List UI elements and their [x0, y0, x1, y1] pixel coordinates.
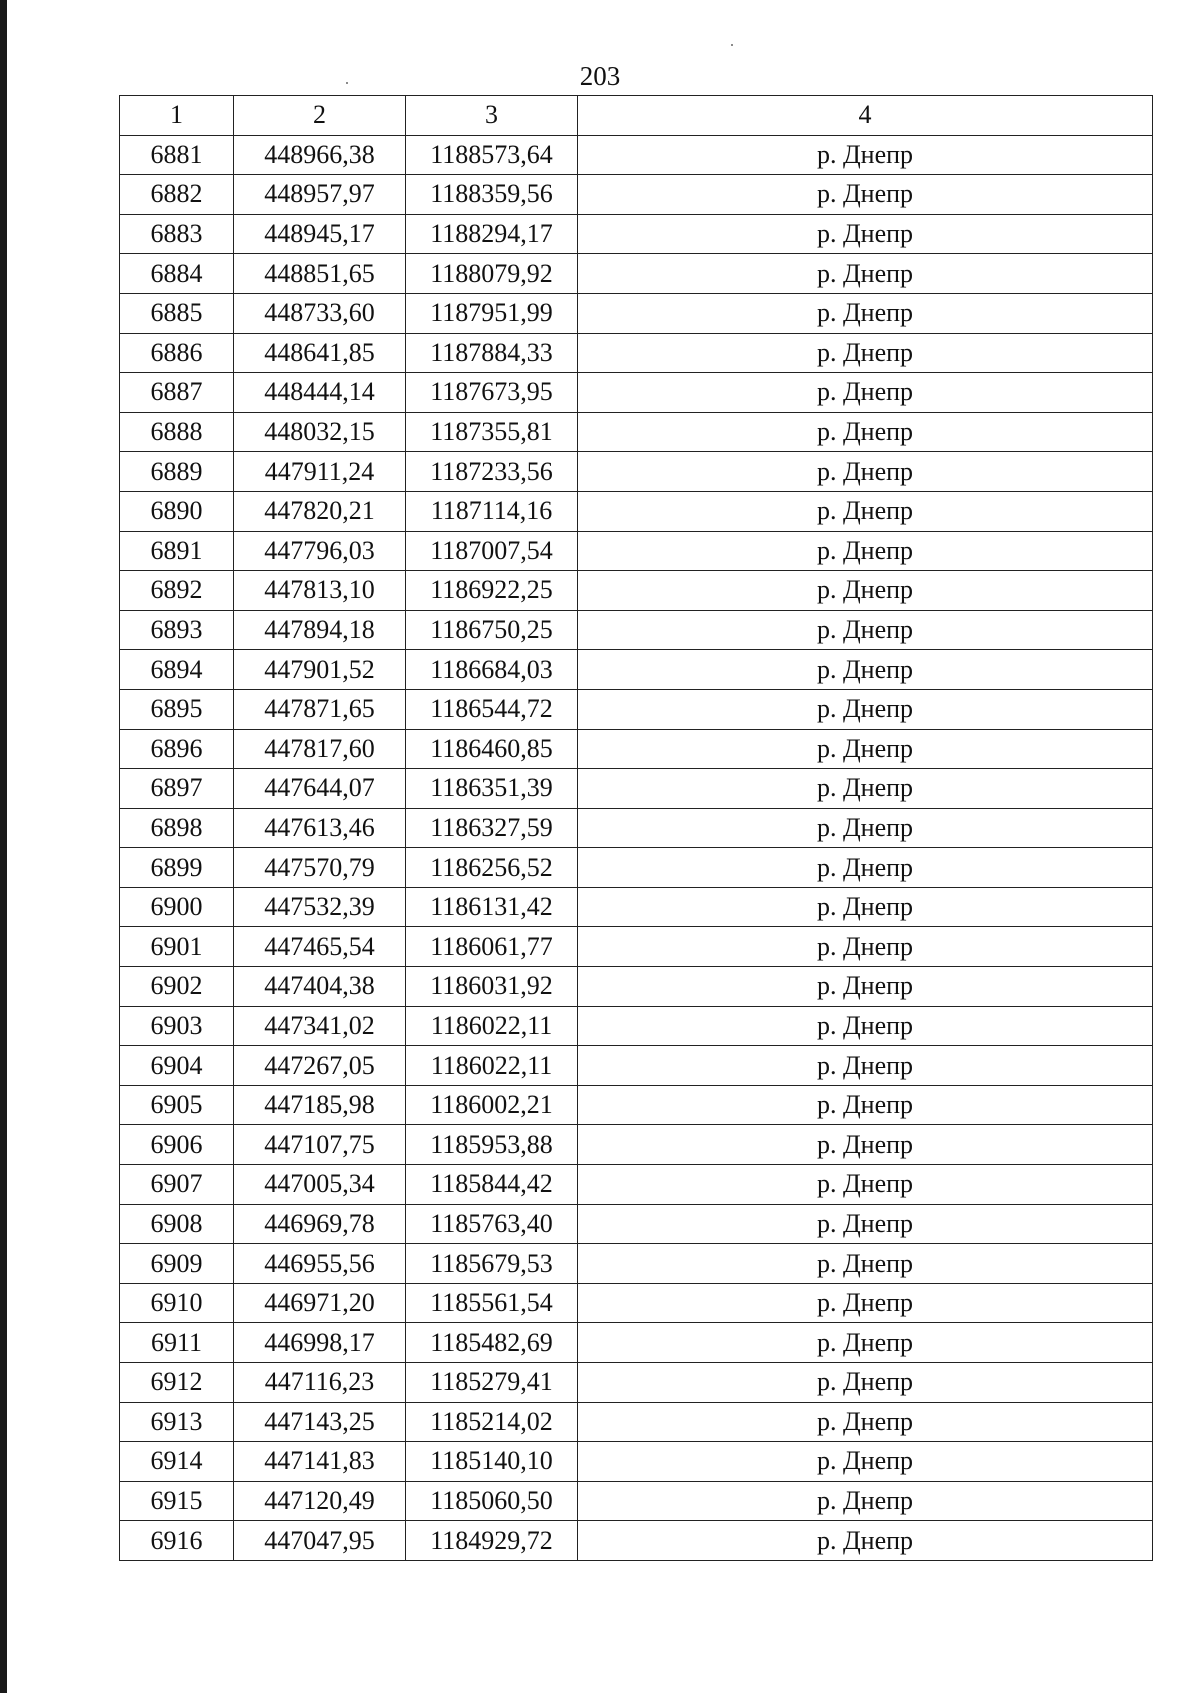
point-number-cell: 6889 — [120, 452, 234, 492]
y-coordinate-cell: 1185953,88 — [406, 1125, 578, 1165]
description-cell: р. Днепр — [578, 1085, 1153, 1125]
point-number-cell: 6898 — [120, 808, 234, 848]
description-cell: р. Днепр — [578, 293, 1153, 333]
point-number-cell: 6896 — [120, 729, 234, 769]
description-cell: р. Днепр — [578, 1283, 1153, 1323]
point-number-cell: 6908 — [120, 1204, 234, 1244]
x-coordinate-cell: 448945,17 — [234, 214, 406, 254]
table-row — [120, 1006, 1153, 1046]
point-number-cell: 6916 — [120, 1521, 234, 1561]
description-cell: р. Днепр — [578, 887, 1153, 927]
y-coordinate-cell: 1186460,85 — [406, 729, 578, 769]
description-cell: р. Днепр — [578, 254, 1153, 294]
x-coordinate-cell: 447141,83 — [234, 1442, 406, 1482]
x-coordinate-cell: 448957,97 — [234, 175, 406, 215]
x-coordinate-cell: 447116,23 — [234, 1363, 406, 1403]
table-row — [120, 927, 1153, 967]
table-row — [120, 1363, 1153, 1403]
y-coordinate-cell: 1187007,54 — [406, 531, 578, 571]
y-coordinate-cell: 1186544,72 — [406, 689, 578, 729]
y-coordinate-cell: 1187114,16 — [406, 491, 578, 531]
table-row — [120, 689, 1153, 729]
description-cell: р. Днепр — [578, 1442, 1153, 1482]
point-number-cell: 6909 — [120, 1244, 234, 1284]
table-row — [120, 1046, 1153, 1086]
y-coordinate-cell: 1185679,53 — [406, 1244, 578, 1284]
description-cell: р. Днепр — [578, 135, 1153, 175]
description-cell: р. Днепр — [578, 927, 1153, 967]
x-coordinate-cell: 447570,79 — [234, 848, 406, 888]
y-coordinate-cell: 1186351,39 — [406, 769, 578, 809]
x-coordinate-cell: 447820,21 — [234, 491, 406, 531]
column-header-3: 3 — [406, 96, 578, 136]
x-coordinate-cell: 447341,02 — [234, 1006, 406, 1046]
description-cell: р. Днепр — [578, 214, 1153, 254]
point-number-cell: 6903 — [120, 1006, 234, 1046]
point-number-cell: 6904 — [120, 1046, 234, 1086]
x-coordinate-cell: 447901,52 — [234, 650, 406, 690]
description-cell: р. Днепр — [578, 1521, 1153, 1561]
y-coordinate-cell: 1185060,50 — [406, 1481, 578, 1521]
y-coordinate-cell: 1185482,69 — [406, 1323, 578, 1363]
description-cell: р. Днепр — [578, 491, 1153, 531]
scan-speck — [346, 82, 348, 84]
table-row — [120, 1442, 1153, 1482]
y-coordinate-cell: 1188079,92 — [406, 254, 578, 294]
x-coordinate-cell: 448851,65 — [234, 254, 406, 294]
table-row — [120, 135, 1153, 175]
table-row — [120, 1323, 1153, 1363]
description-cell: р. Днепр — [578, 531, 1153, 571]
description-cell: р. Днепр — [578, 373, 1153, 413]
description-cell: р. Днепр — [578, 1204, 1153, 1244]
table-row — [120, 254, 1153, 294]
x-coordinate-cell: 447796,03 — [234, 531, 406, 571]
table-header-row — [120, 96, 1153, 136]
point-number-cell: 6902 — [120, 967, 234, 1007]
table-row — [120, 1481, 1153, 1521]
y-coordinate-cell: 1188359,56 — [406, 175, 578, 215]
y-coordinate-cell: 1186750,25 — [406, 610, 578, 650]
x-coordinate-cell: 447120,49 — [234, 1481, 406, 1521]
y-coordinate-cell: 1185561,54 — [406, 1283, 578, 1323]
point-number-cell: 6893 — [120, 610, 234, 650]
point-number-cell: 6900 — [120, 887, 234, 927]
description-cell: р. Днепр — [578, 729, 1153, 769]
description-cell: р. Днепр — [578, 452, 1153, 492]
description-cell: р. Днепр — [578, 1481, 1153, 1521]
column-header-2: 2 — [234, 96, 406, 136]
y-coordinate-cell: 1187233,56 — [406, 452, 578, 492]
y-coordinate-cell: 1186022,11 — [406, 1046, 578, 1086]
scan-speck — [731, 44, 733, 46]
table-row — [120, 333, 1153, 373]
description-cell: р. Днепр — [578, 412, 1153, 452]
description-cell: р. Днепр — [578, 1402, 1153, 1442]
point-number-cell: 6914 — [120, 1442, 234, 1482]
table-row — [120, 808, 1153, 848]
point-number-cell: 6885 — [120, 293, 234, 333]
table-row — [120, 293, 1153, 333]
y-coordinate-cell: 1184929,72 — [406, 1521, 578, 1561]
x-coordinate-cell: 447005,34 — [234, 1165, 406, 1205]
x-coordinate-cell: 447143,25 — [234, 1402, 406, 1442]
description-cell: р. Днепр — [578, 1125, 1153, 1165]
x-coordinate-cell: 447813,10 — [234, 571, 406, 611]
y-coordinate-cell: 1188573,64 — [406, 135, 578, 175]
y-coordinate-cell: 1188294,17 — [406, 214, 578, 254]
description-cell: р. Днепр — [578, 1244, 1153, 1284]
y-coordinate-cell: 1185279,41 — [406, 1363, 578, 1403]
description-cell: р. Днепр — [578, 175, 1153, 215]
table-row — [120, 1125, 1153, 1165]
table-row — [120, 610, 1153, 650]
x-coordinate-cell: 446955,56 — [234, 1244, 406, 1284]
table-row — [120, 650, 1153, 690]
y-coordinate-cell: 1187951,99 — [406, 293, 578, 333]
table-row — [120, 214, 1153, 254]
point-number-cell: 6907 — [120, 1165, 234, 1205]
x-coordinate-cell: 447871,65 — [234, 689, 406, 729]
y-coordinate-cell: 1187355,81 — [406, 412, 578, 452]
description-cell: р. Днепр — [578, 967, 1153, 1007]
x-coordinate-cell: 447267,05 — [234, 1046, 406, 1086]
table-row — [120, 531, 1153, 571]
table-row — [120, 175, 1153, 215]
y-coordinate-cell: 1186031,92 — [406, 967, 578, 1007]
y-coordinate-cell: 1186684,03 — [406, 650, 578, 690]
description-cell: р. Днепр — [578, 1165, 1153, 1205]
description-cell: р. Днепр — [578, 1363, 1153, 1403]
point-number-cell: 6884 — [120, 254, 234, 294]
point-number-cell: 6915 — [120, 1481, 234, 1521]
x-coordinate-cell: 447817,60 — [234, 729, 406, 769]
x-coordinate-cell: 446969,78 — [234, 1204, 406, 1244]
description-cell: р. Днепр — [578, 1323, 1153, 1363]
x-coordinate-cell: 447613,46 — [234, 808, 406, 848]
y-coordinate-cell: 1187884,33 — [406, 333, 578, 373]
table-row — [120, 769, 1153, 809]
point-number-cell: 6888 — [120, 412, 234, 452]
x-coordinate-cell: 447047,95 — [234, 1521, 406, 1561]
point-number-cell: 6883 — [120, 214, 234, 254]
description-cell: р. Днепр — [578, 1006, 1153, 1046]
x-coordinate-cell: 447107,75 — [234, 1125, 406, 1165]
x-coordinate-cell: 446998,17 — [234, 1323, 406, 1363]
point-number-cell: 6891 — [120, 531, 234, 571]
x-coordinate-cell: 448641,85 — [234, 333, 406, 373]
y-coordinate-cell: 1186256,52 — [406, 848, 578, 888]
point-number-cell: 6910 — [120, 1283, 234, 1323]
scan-edge-shadow — [0, 0, 7, 1693]
coordinates-table — [119, 95, 1153, 1561]
column-header-4: 4 — [578, 96, 1153, 136]
description-cell: р. Днепр — [578, 333, 1153, 373]
table-row — [120, 1402, 1153, 1442]
description-cell: р. Днепр — [578, 571, 1153, 611]
x-coordinate-cell: 447894,18 — [234, 610, 406, 650]
table-body — [120, 135, 1153, 1560]
point-number-cell: 6899 — [120, 848, 234, 888]
description-cell: р. Днепр — [578, 689, 1153, 729]
table-row — [120, 412, 1153, 452]
y-coordinate-cell: 1187673,95 — [406, 373, 578, 413]
table-row — [120, 452, 1153, 492]
x-coordinate-cell: 448444,14 — [234, 373, 406, 413]
table-row — [120, 1283, 1153, 1323]
point-number-cell: 6882 — [120, 175, 234, 215]
table-row — [120, 1244, 1153, 1284]
description-cell: р. Днепр — [578, 808, 1153, 848]
x-coordinate-cell: 448032,15 — [234, 412, 406, 452]
point-number-cell: 6895 — [120, 689, 234, 729]
x-coordinate-cell: 447465,54 — [234, 927, 406, 967]
y-coordinate-cell: 1186002,21 — [406, 1085, 578, 1125]
page-number: 203 — [579, 61, 621, 91]
table-row — [120, 1521, 1153, 1561]
table-row — [120, 1085, 1153, 1125]
x-coordinate-cell: 448733,60 — [234, 293, 406, 333]
description-cell: р. Днепр — [578, 610, 1153, 650]
point-number-cell: 6911 — [120, 1323, 234, 1363]
x-coordinate-cell: 446971,20 — [234, 1283, 406, 1323]
x-coordinate-cell: 447185,98 — [234, 1085, 406, 1125]
point-number-cell: 6906 — [120, 1125, 234, 1165]
point-number-cell: 6913 — [120, 1402, 234, 1442]
y-coordinate-cell: 1185140,10 — [406, 1442, 578, 1482]
point-number-cell: 6881 — [120, 135, 234, 175]
point-number-cell: 6912 — [120, 1363, 234, 1403]
y-coordinate-cell: 1186131,42 — [406, 887, 578, 927]
point-number-cell: 6892 — [120, 571, 234, 611]
table-row — [120, 887, 1153, 927]
y-coordinate-cell: 1186022,11 — [406, 1006, 578, 1046]
x-coordinate-cell: 448966,38 — [234, 135, 406, 175]
description-cell: р. Днепр — [578, 848, 1153, 888]
x-coordinate-cell: 447911,24 — [234, 452, 406, 492]
table-row — [120, 1204, 1153, 1244]
y-coordinate-cell: 1186922,25 — [406, 571, 578, 611]
table-row — [120, 491, 1153, 531]
point-number-cell: 6887 — [120, 373, 234, 413]
table-row — [120, 373, 1153, 413]
y-coordinate-cell: 1185844,42 — [406, 1165, 578, 1205]
x-coordinate-cell: 447644,07 — [234, 769, 406, 809]
table-row — [120, 967, 1153, 1007]
table-row — [120, 1165, 1153, 1205]
point-number-cell: 6886 — [120, 333, 234, 373]
y-coordinate-cell: 1186327,59 — [406, 808, 578, 848]
point-number-cell: 6890 — [120, 491, 234, 531]
description-cell: р. Днепр — [578, 1046, 1153, 1086]
table-row — [120, 729, 1153, 769]
point-number-cell: 6894 — [120, 650, 234, 690]
description-cell: р. Днепр — [578, 769, 1153, 809]
point-number-cell: 6901 — [120, 927, 234, 967]
y-coordinate-cell: 1186061,77 — [406, 927, 578, 967]
x-coordinate-cell: 447532,39 — [234, 887, 406, 927]
point-number-cell: 6905 — [120, 1085, 234, 1125]
table-row — [120, 571, 1153, 611]
point-number-cell: 6897 — [120, 769, 234, 809]
column-header-1: 1 — [120, 96, 234, 136]
x-coordinate-cell: 447404,38 — [234, 967, 406, 1007]
y-coordinate-cell: 1185763,40 — [406, 1204, 578, 1244]
y-coordinate-cell: 1185214,02 — [406, 1402, 578, 1442]
table-row — [120, 848, 1153, 888]
description-cell: р. Днепр — [578, 650, 1153, 690]
